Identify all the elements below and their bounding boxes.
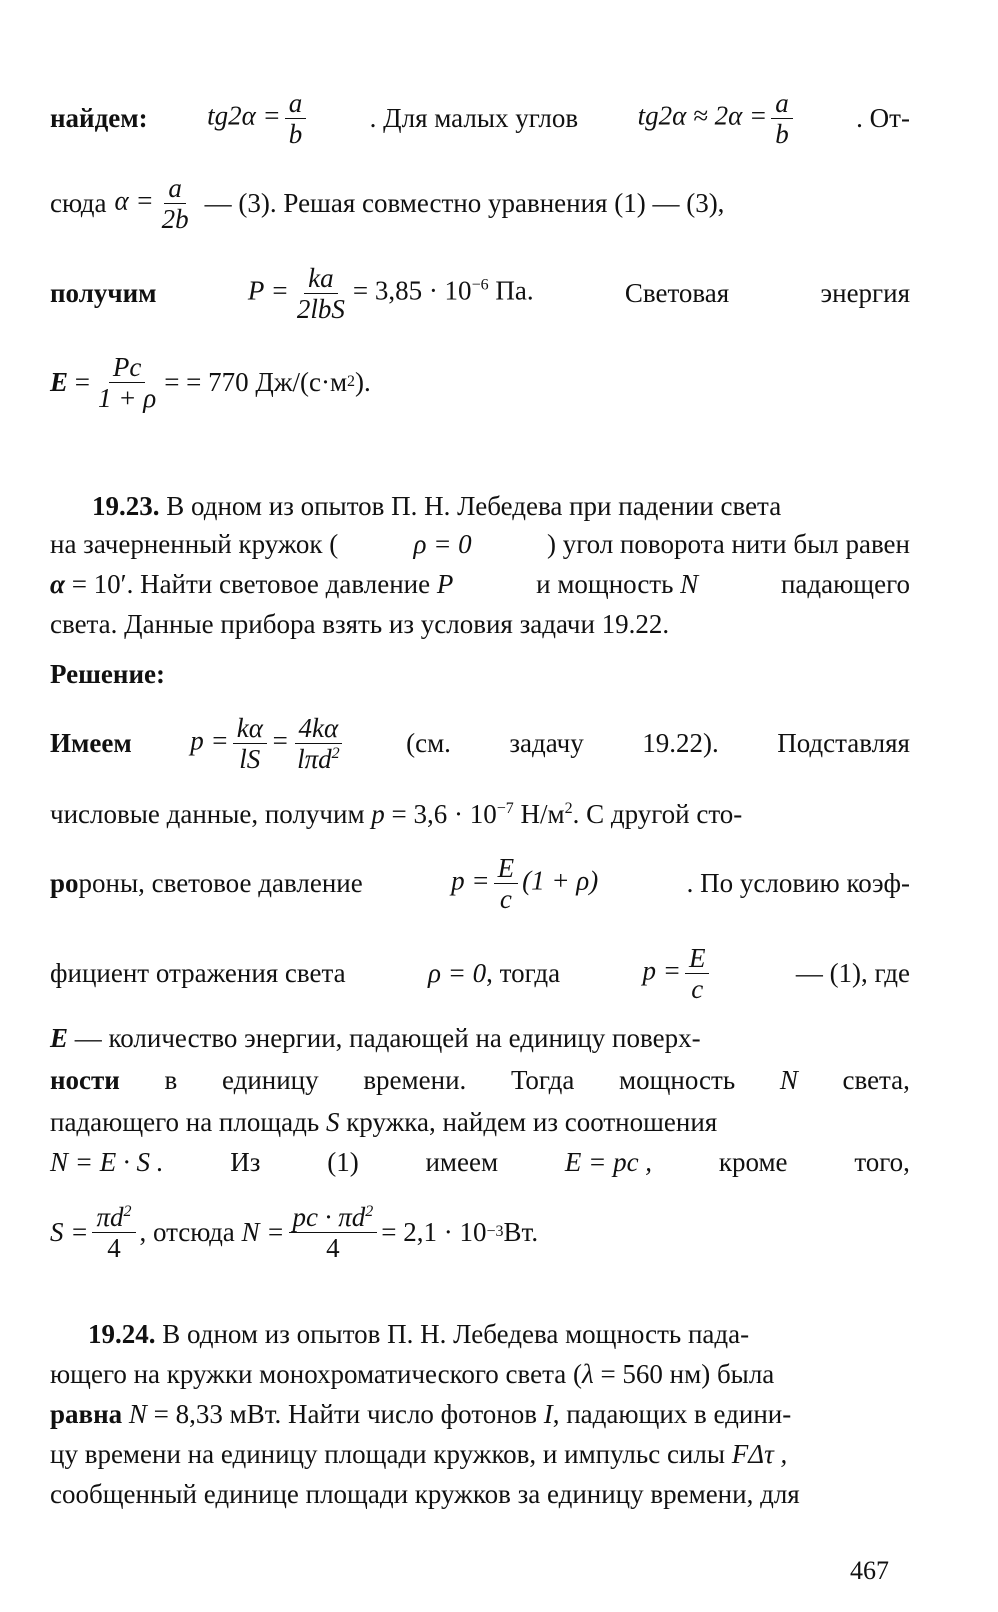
solution-line-9: S = $\frac{\pi d^2}{4}$ , отсюда N = $\frac{pc \cdot \pi d^2}{4}$ = 2,1 · 10 −3 Вт.	[50, 1201, 539, 1263]
prev-line-3: получим P = ka 2lbS = $3,85 \cdot 10^{-6}$ Па. Световая энергия	[50, 262, 910, 324]
prev-line-1: найдем: tg2α = $\frac{a}{b}$ . Для малых углов tg2α ≈ 2α = $\frac{a}{b}$ . От-	[50, 87, 910, 149]
solution-line-2: числовые данные, получим $p = 3,6 \cdot 10^{-7}$ $Н/м^2$. С другой сто-	[50, 799, 743, 829]
page-number: 467	[850, 1556, 889, 1585]
problem-19-23-line-3: α = 10′. Найти световое давление P и мощность N падающего	[50, 569, 910, 599]
problem-19-24-line-1: 19.24. В одном из опытов П. Н. Лебедева мощность пада-	[88, 1319, 750, 1349]
prev-line-4: E = $\frac{Pc}{1 + \rho}$ = = 770 Дж/(с·м 2 ).	[50, 351, 371, 413]
solution-line-8: N = E · S . Из (1) имеем E = pc , кроме того,	[50, 1147, 910, 1177]
problem-19-23-line-4: света. Данные прибора взять из условия задачи 19.22.	[50, 609, 670, 639]
solution-line-7: падающего на площадь S кружка, найдем из соотношения	[50, 1107, 718, 1137]
problem-19-23-line-1: 19.23. В одном из опытов П. Н. Лебедева при падении света	[92, 491, 782, 521]
solution-line-4: фициент отражения света ρ = 0, тогда p = $\frac{E}{c}$ — (1), где	[50, 942, 910, 1004]
prev-line-2: сюда α = $\frac{a}{2b}$ — (3). Решая совместно уравнения (1) — (3),	[50, 172, 725, 234]
problem-19-24-line-2: ющего на кружки монохроматического света (λ = 560 нм) была	[50, 1359, 775, 1389]
solution-label: Решение:	[50, 659, 165, 689]
solution-line-5: E — количество энергии, падающей на единицу поверх-	[50, 1023, 701, 1053]
problem-19-24-line-4: цу времени на единицу площади кружков, и импульс силы FΔτ ,	[50, 1439, 788, 1469]
problem-19-23-line-2: на зачерненный кружок ( ρ = 0 ) угол поворота нити был равен	[50, 529, 910, 559]
solution-line-6: ности в единицу времени. Тогда мощность N света,	[50, 1065, 910, 1095]
solution-line-1: Имеем p = $\frac{k\alpha}{lS}$ = 4kα lπd$^2$ (см. задачу 19.22). Подставляя	[50, 712, 910, 774]
solution-line-3: ророны, световое давление p = $\frac{E}{c}$ (1 + ρ) . По условию коэф-	[50, 852, 910, 914]
problem-19-24-line-5: сообщенный единице площади кружков за единицу времени, для	[50, 1479, 800, 1509]
problem-19-24-line-3: равна N = 8,33 мВт. Найти число фотонов I, падающих в едини-	[50, 1399, 792, 1429]
